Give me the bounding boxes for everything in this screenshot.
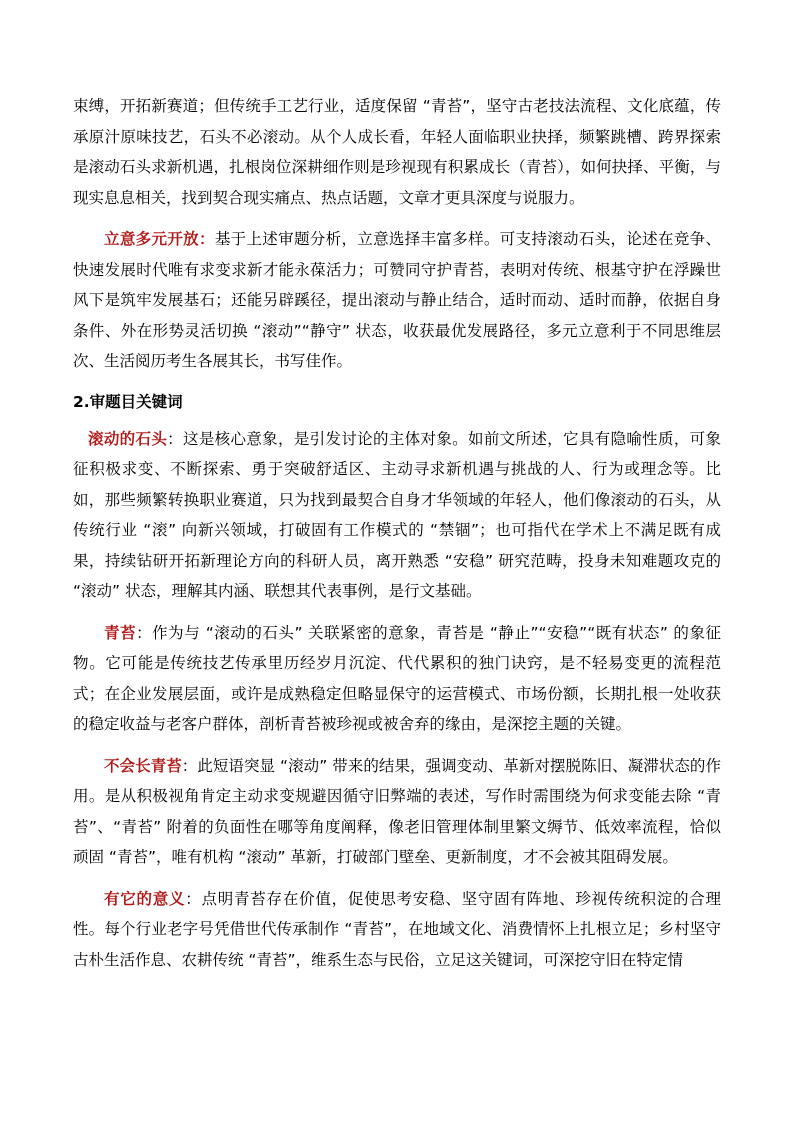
- paragraph-rolling-stone-text: ：这是核心意象，是引发讨论的主体对象。如前文所述，它具有隐喻性质，可象征积极求变、不断探索、勇于突破舒适区、主动寻求新机遇与挑战的人、行为或理念等。比如，那些频繁转换职业赛道，只为找到最契合自身才华领域的年轻人，他们像滚动的石头，从传统行业 “滚” 向新兴领域，打破固有工作模式的 “禁锢”；也可指代在学术上不满足既有成果，持续钻研开拓新理论方向的科研人员，离开熟悉 “安稳” 研究范畴，投身未知难题攻克的 “滚动” 状态，理解其内涵、联想其代表事例，是行文基础。: [73, 429, 721, 600]
- keyword-open-theme: 立意多元开放：: [104, 230, 215, 248]
- paragraph-rolling-stone: [73, 424, 721, 607]
- paragraph-moss-text: ：作为与 “滚动的石头” 关联紧密的意象，青苔是 “静止”“安稳”“既有状态” 的象征物。它可能是传统技艺传承里历经岁月沉淀、代代累积的独门诀窍，是不轻易变更的流程范式；在企业发展层面，或许是成熟稳定但略显保守的运营模式、市场份额，长期扎根一处收获的稳定收益与老客户群体，剖析青苔被珍视或被舍弃的缘由，是深挖主题的关键。: [73, 623, 721, 733]
- paragraph-moss: [73, 618, 721, 740]
- page-content: [73, 91, 721, 975]
- paragraph-continuation: 束缚，开拓新赛道；但传统手工艺行业，适度保留 “青苔”，坚守古老技法流程、文化底蕴，传承原汁原味技艺，石头不必滚动。从个人成长看，年轻人面临职业抉择，频繁跳槽、跨界探索是滚动石头求新机遇，扎根岗位深耕细作则是珍视现有积累成长（青苔），如何抉择、平衡，与现实息息相关，找到契合现实痛点、热点话题，文章才更具深度与说服力。: [73, 97, 721, 207]
- paragraph-meaning: [73, 884, 721, 976]
- paragraph-open-theme: [73, 224, 721, 377]
- keyword-meaning: 有它的意义: [104, 889, 186, 908]
- keyword-moss: 青苔: [104, 623, 137, 642]
- paragraph-no-moss: [73, 751, 721, 873]
- keyword-no-moss: 不会长青苔: [104, 756, 182, 775]
- section-heading: 2.审题目关键词: [73, 392, 183, 411]
- paragraph-no-moss-text: ：此短语突显 “滚动” 带来的结果，强调变动、革新对摆脱陈旧、凝滞状态的作用。是从积极视角肯定主动求变规避因循守旧弊端的表述，写作时需围绕为何求变能去除 “青苔”、“青苔” 附着的负面性在哪等角度阐释，像老旧管理体制里繁文缛节、低效率流程，恰似顽固 “青苔”，唯有机构 “滚动” 革新，打破部门壁垒、更新制度，才不会被其阻碍发展。: [73, 756, 721, 866]
- paragraph-meaning-text: ：点明青苔存在价值，促使思考安稳、坚守固有阵地、珍视传统积淀的合理性。每个行业老字号凭借世代传承制作 “青苔”，在地域文化、消费情怀上扎根立足；乡村坚守古朴生活作息、农耕传统 “青苔”，维系生态与民俗，立足这关键词，可深挖守旧在特定情: [73, 889, 721, 969]
- keyword-rolling-stone: 滚动的石头: [88, 429, 168, 448]
- paragraph-open-theme-text: 基于上述审题分析，立意选择丰富多样。可支持滚动石头，论述在竞争、快速发展时代唯有求变求新才能永葆活力；可赞同守护青苔，表明对传统、根基守护在浮躁世风下是筑牢发展基石；还能另辟蹊径，提出滚动与静止结合，适时而动、适时而静，依据自身条件、外在形势灵活切换 “滚动”“静守” 状态，收获最优发展路径，多元立意利于不同思维层次、生活阅历考生各展其长，书写佳作。: [73, 230, 721, 370]
